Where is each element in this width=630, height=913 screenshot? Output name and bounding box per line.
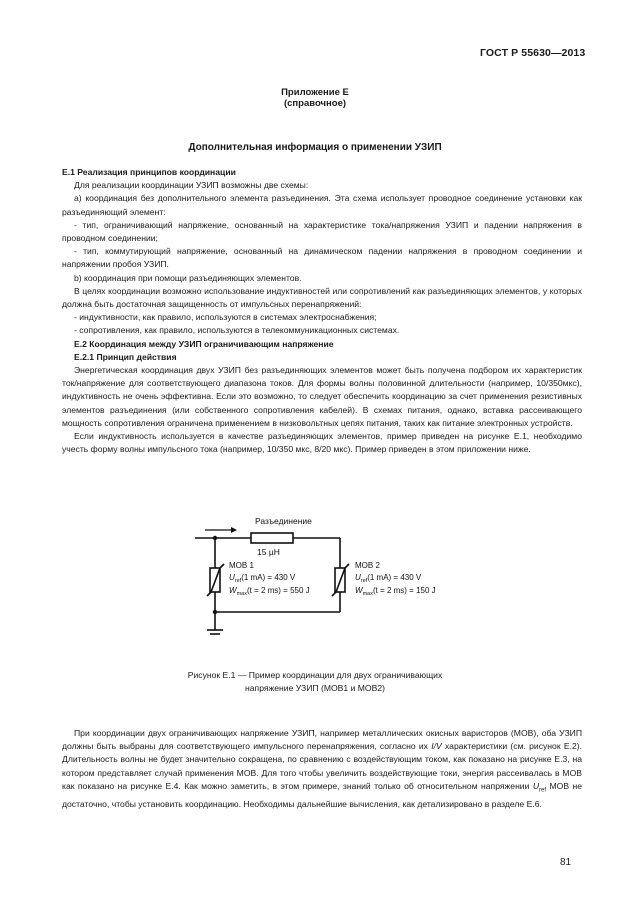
paragraph: - индуктивности, как правило, используются в системах электроснабжения;: [74, 312, 377, 323]
mob1-wmax: $W_{max}(t = 2$ ms) = 550 J: [229, 586, 310, 597]
inductor-symbol: [251, 533, 293, 543]
paragraph: - сопротивления, как правило, используются в телекоммуникационных системах.: [74, 325, 400, 336]
paragraph: Для реализации координации УЗИП возможны две схемы:: [74, 180, 309, 191]
final-paragraph: При координации двух ограничивающих напряжение УЗИП, например металлических окисных варисторов (МОВ), оба УЗИП должны быть выбраны для соответствующего импульсного перенапряжения, согласно их I/V характеристики (см. рисунок Е.2). Длительность волны не будет значительно сокращена, по сравнению с воздействующим током, как показано на рисунке Е.3, на котором представляет случай применения МОВ. Для того чтобы увеличить воздействующие токи, энергия рассеивалась в МОВ как показано на рисунке Е.4. Как можно заметить, в этом примере, знаний только об относительном напряжении $U_{ref}$ МОВ не достаточно, чтобы установить координацию. Необходимы дальнейшие вычисления, как детализировано в разделе Е.6.: [62, 728, 582, 809]
heading-e21: Е.2.1 Принцип действия: [74, 351, 177, 362]
inductor-label: 15 µH: [257, 547, 280, 557]
mob2-wmax: $W_{max}(t = 2$ ms) = 150 J: [355, 586, 436, 597]
standard-header: ГОСТ Р 55630—2013: [480, 47, 586, 59]
circuit-diagram: [195, 508, 455, 643]
paragraph: В целях координации возможно использование индуктивностей или сопротивлений как разъединяющих элементов, у которых должна быть достаточная защищенность от импульсных перенапряжений:: [62, 285, 582, 310]
paragraph: Если индуктивность используется в качестве разъединяющих элементов, пример приведен на рисунке Е.1, необходимо учесть форму волны импульсного тока (например, 10/350 мкс, 8/20 мкс). Пример приведен в этом приложении ниже.: [62, 431, 582, 455]
main-title: Дополнительная информация о применении УЗИП: [188, 142, 442, 153]
mob2-label: MOB 2: [355, 561, 380, 570]
decoupling-label: Разъединение: [255, 516, 312, 526]
final-paragraph-block: [62, 727, 582, 811]
current-arrow-icon: [231, 527, 237, 533]
paragraph: - тип, коммутирующий напряжение, основанный на динамическом падении напряжения в проводном соединении и напряжении пробоя УЗИП.: [62, 246, 582, 270]
figure-caption: [0, 669, 630, 695]
mob2-uref: $U_{ref}(1$ mA) = 430 V: [355, 573, 422, 584]
heading-e2: Е.2 Координация между УЗИП ограничивающим напряжение: [74, 338, 334, 349]
caption-line2: напряжение УЗИП (МОВ1 и МОВ2): [245, 683, 385, 693]
appendix-type: (справочное): [283, 98, 347, 109]
page-number: 81: [560, 857, 572, 868]
paragraph: a) координация без дополнительного элемента разъединения. Эта схема использует проводное соединение установки как разъединяющий элемент:: [62, 193, 582, 217]
mob1-label: MOB 1: [229, 561, 254, 570]
section-body: [62, 166, 582, 456]
paragraph: - тип, ограничивающий напряжение, основанный на характеристике тока/напряжения УЗИП и падении напряжения в проводном соединении;: [62, 219, 582, 244]
paragraph: b) координация при помощи разъединяющих элементов.: [74, 272, 302, 283]
caption-line1: Рисунок Е.1 — Пример координации для двух ограничивающих: [187, 670, 443, 680]
appendix-title: Приложение Е: [281, 87, 349, 98]
junction-dot: [213, 610, 217, 614]
mob1-uref: $U_{ref}(1$ mA) = 430 V: [229, 573, 296, 584]
junction-dot: [213, 536, 217, 540]
paragraph: Энергетическая координация двух УЗИП без разъединяющих элементов может быть получена подбором их характеристик ток/напряжение для соответствующего диапазона токов. Для формы волны половинной длительности (например, 10/350мкс), индуктивность не очень эффективна. Если это возможно, то следует обеспечить координацию за счет применения резистивных элементов разъединения (или собственного сопротивления кабелей). В схемах питания, однако, вставка рассеивающего мощность сопротивления ограничена применением в низковольтных цепях питания, таких как питание электронных устройств.: [62, 365, 582, 428]
heading-e1: Е.1 Реализация принципов координации: [62, 167, 236, 177]
